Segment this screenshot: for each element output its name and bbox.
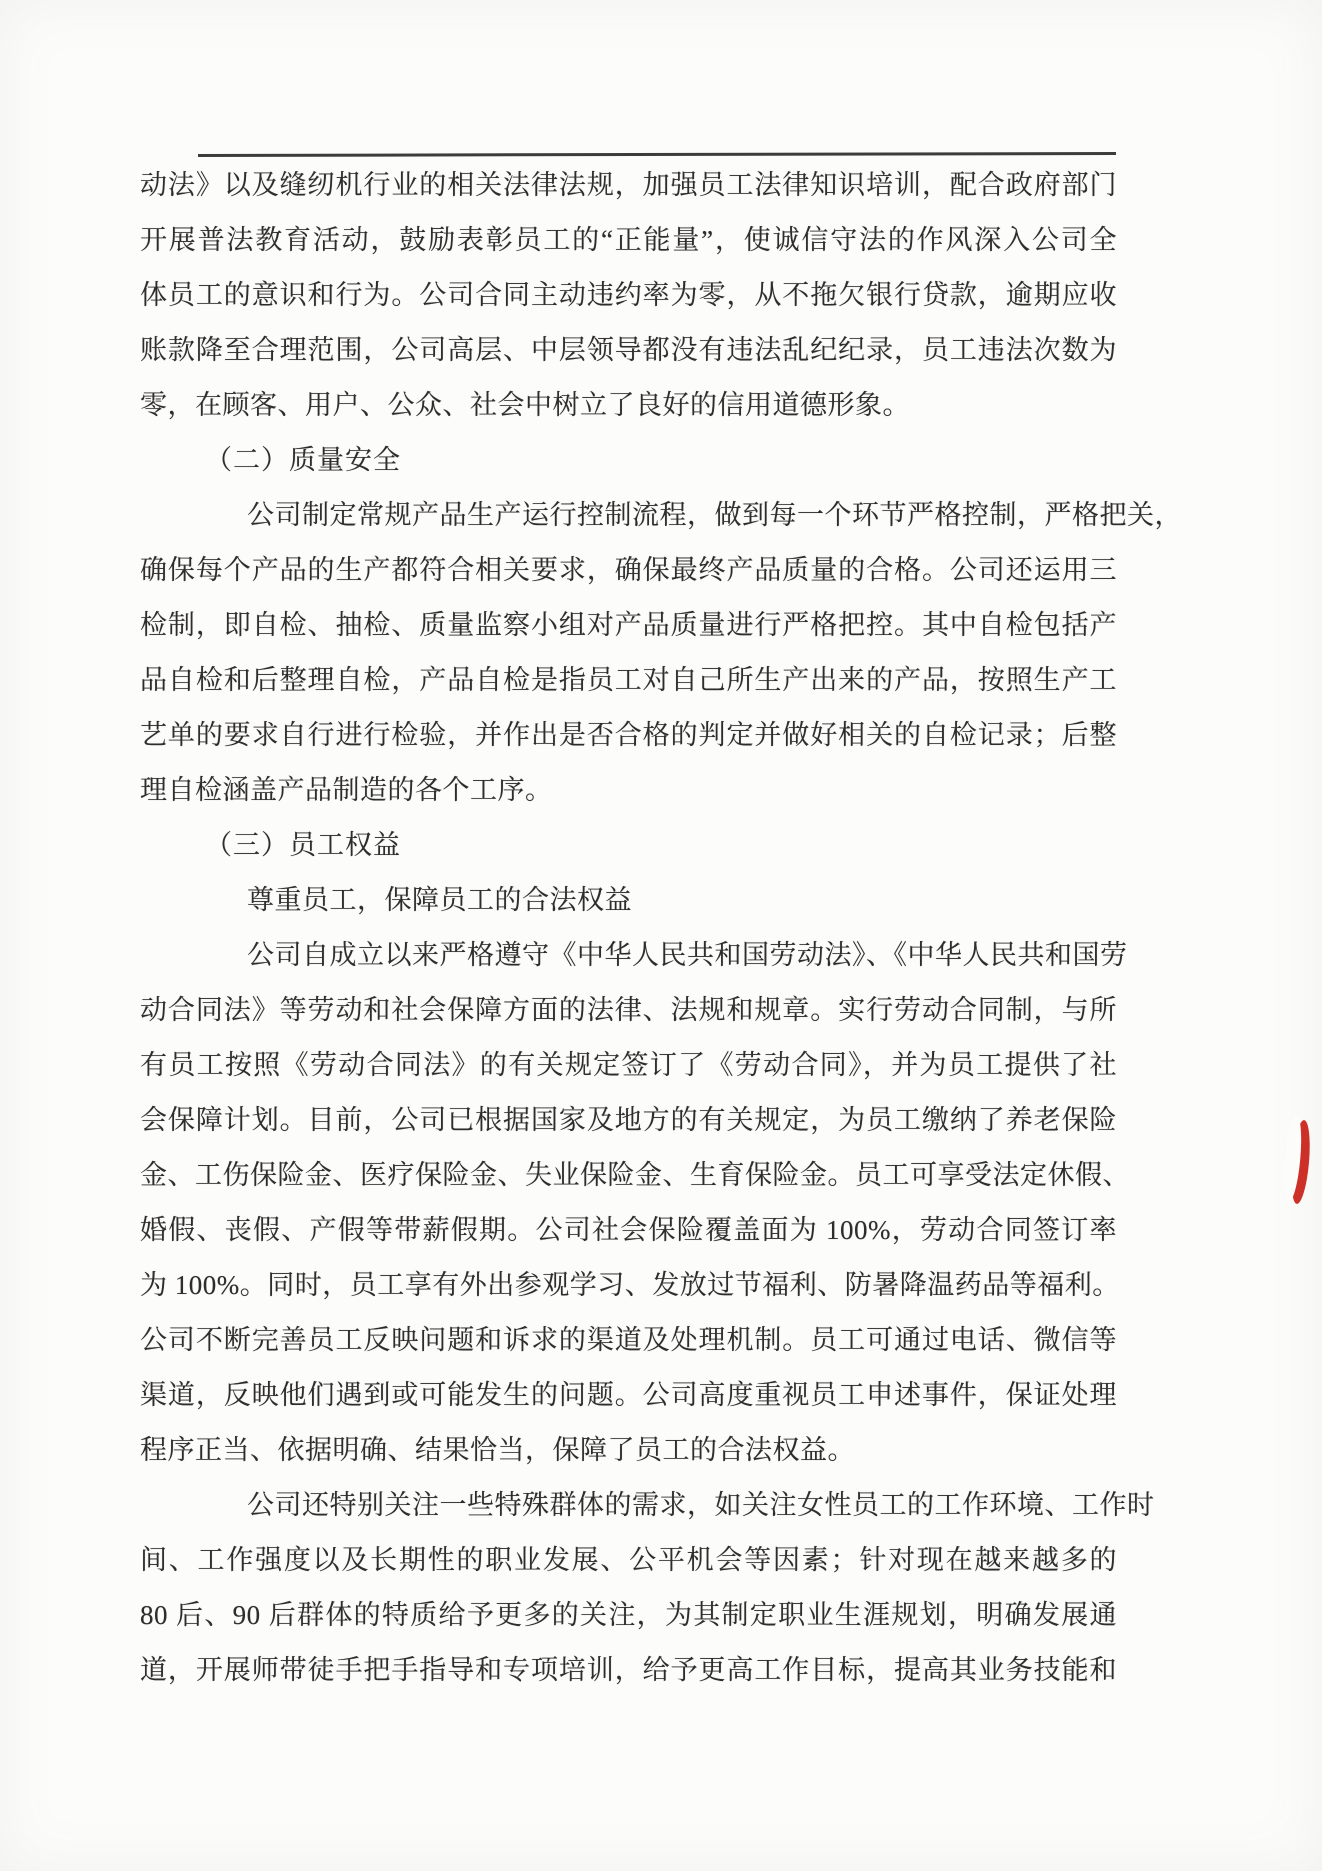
body-line: 公司自成立以来严格遵守《中华人民共和国劳动法》、《中华人民共和国劳 xyxy=(247,940,1128,970)
body-line: 公司不断完善员工反映问题和诉求的渠道及处理机制。员工可通过电话、微信等 xyxy=(140,1325,1117,1355)
body-line: 间、工作强度以及长期性的职业发展、公平机会等因素；针对现在越来越多的 xyxy=(140,1545,1117,1575)
body-line: 公司制定常规产品生产运行控制流程，做到每一个环节严格控制，严格把关， xyxy=(247,500,1182,530)
body-line: 检制，即自检、抽检、质量监察小组对产品质量进行严格把控。其中自检包括产 xyxy=(140,610,1117,640)
body-line: 账款降至合理范围，公司高层、中层领导都没有违法乱纪纪录，员工违法次数为 xyxy=(140,335,1117,365)
body-line: 会保障计划。目前，公司已根据国家及地方的有关规定，为员工缴纳了养老保险 xyxy=(140,1105,1117,1135)
body-line: 80 后、90 后群体的特质给予更多的关注，为其制定职业生涯规划，明确发展通 xyxy=(140,1600,1117,1630)
body-line: 金、工伤保险金、医疗保险金、失业保险金、生育保险金。员工可享受法定休假、 xyxy=(140,1160,1130,1190)
body-line: 动法》以及缝纫机行业的相关法律法规，加强员工法律知识培训，配合政府部门 xyxy=(140,170,1117,200)
body-line: 体员工的意识和行为。公司合同主动违约率为零，从不拖欠银行贷款，逾期应收 xyxy=(140,280,1117,310)
body-line: 道，开展师带徒手把手指导和专项培训，给予更高工作目标，提高其业务技能和 xyxy=(140,1655,1117,1685)
red-pen-mark xyxy=(1288,1119,1312,1204)
body-line: 动合同法》等劳动和社会保障方面的法律、法规和规章。实行劳动合同制，与所 xyxy=(140,995,1117,1025)
body-line: 品自检和后整理自检，产品自检是指员工对自己所生产出来的产品，按照生产工 xyxy=(140,665,1117,695)
body-line: 艺单的要求自行进行检验，并作出是否合格的判定并做好相关的自检记录；后整 xyxy=(140,720,1117,750)
section-heading-employee-rights: （三）员工权益 xyxy=(205,830,401,860)
body-line: 理自检涵盖产品制造的各个工序。 xyxy=(140,775,553,805)
body-line: 开展普法教育活动，鼓励表彰员工的“正能量”，使诚信守法的作风深入公司全 xyxy=(140,225,1117,255)
body-line: 婚假、丧假、产假等带薪假期。公司社会保险覆盖面为 100%，劳动合同签订率 xyxy=(140,1215,1117,1245)
section-heading-quality-safety: （二）质量安全 xyxy=(205,445,401,475)
document-body xyxy=(140,158,1182,1698)
body-line: 程序正当、依据明确、结果恰当，保障了员工的合法权益。 xyxy=(140,1435,855,1465)
body-line: 公司还特别关注一些特殊群体的需求，如关注女性员工的工作环境、工作时 xyxy=(247,1490,1155,1520)
body-line: 尊重员工，保障员工的合法权益 xyxy=(247,885,632,915)
body-line: 零，在顾客、用户、公众、社会中树立了良好的信用道德形象。 xyxy=(140,390,910,420)
header-divider-line xyxy=(198,152,1116,157)
body-line: 有员工按照《劳动合同法》的有关规定签订了《劳动合同》，并为员工提供了社 xyxy=(140,1050,1117,1080)
body-line: 确保每个产品的生产都符合相关要求，确保最终产品质量的合格。公司还运用三 xyxy=(140,555,1117,585)
body-line: 为 100%。同时，员工享有外出参观学习、发放过节福利、防暑降温药品等福利。 xyxy=(140,1270,1120,1300)
body-line: 渠道，反映他们遇到或可能发生的问题。公司高度重视员工申述事件，保证处理 xyxy=(140,1380,1117,1410)
